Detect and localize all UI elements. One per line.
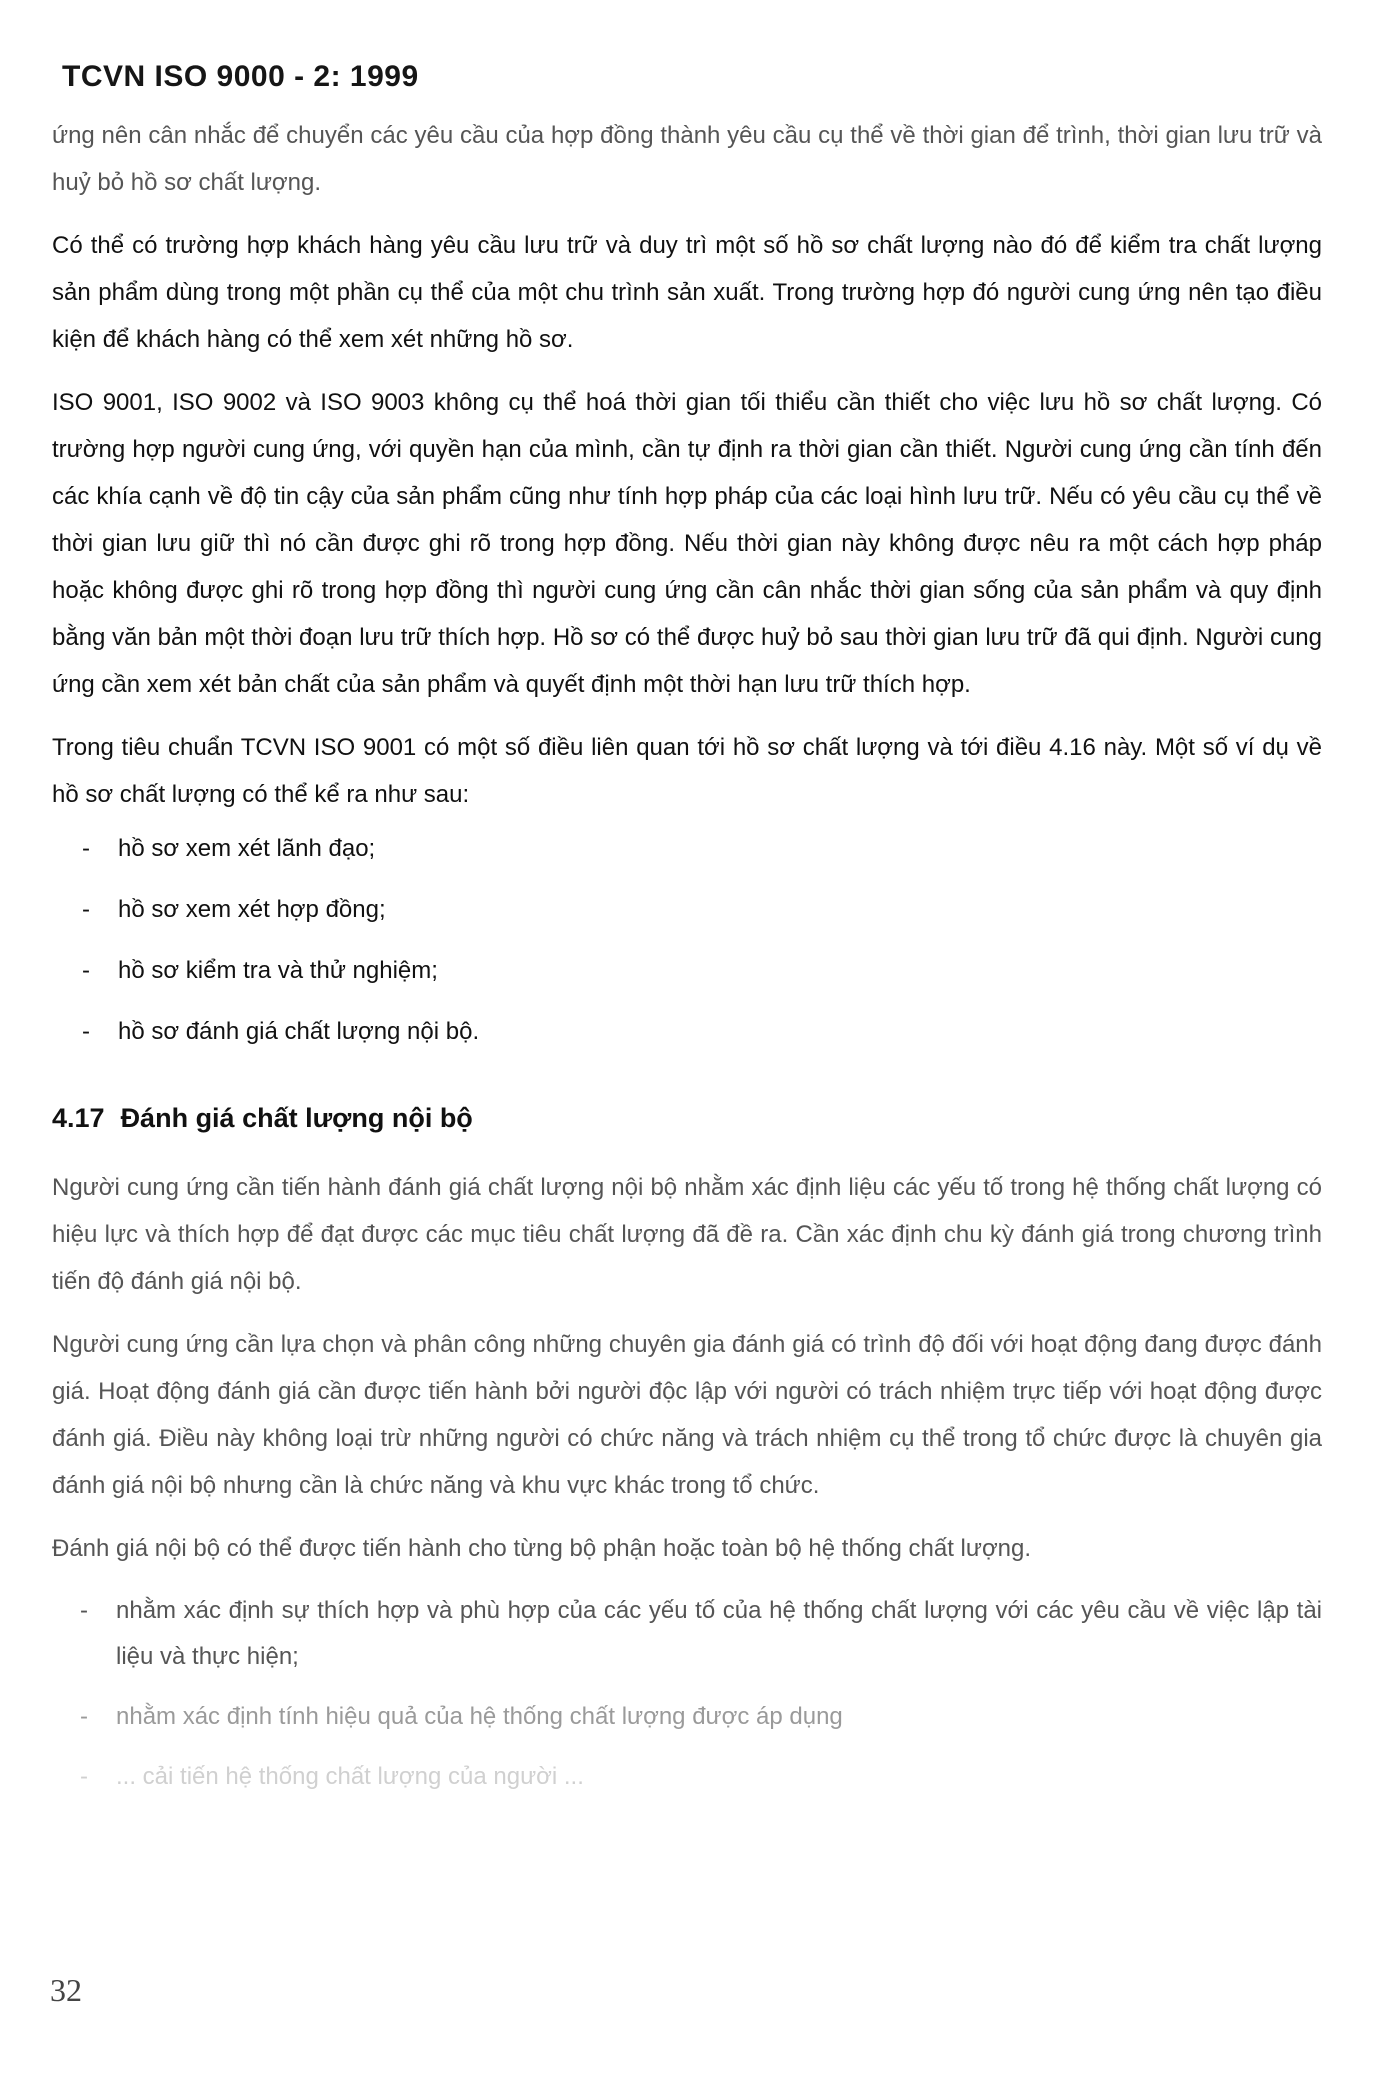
list-item: - ... cải tiến hệ thống chất lượng của người ... xyxy=(80,1754,1322,1800)
list-item: - nhằm xác định tính hiệu quả của hệ thống chất lượng được áp dụng xyxy=(80,1694,1322,1740)
paragraph-auditor-selection: Người cung ứng cần lựa chọn và phân công những chuyên gia đánh giá có trình độ đối với hoạt động đang được đánh giá. Hoạt động đánh giá cần được tiến hành bởi người độc lập với người có trách nhiệm trực tiếp với hoạt động được đánh giá. Điều này không loại trừ những người có chức năng và trách nhiệm cụ thể trong tổ chức được là chuyên gia đánh giá nội bộ nhưng cần là chức năng và khu vực khác trong tổ chức. xyxy=(52,1331,1322,1499)
list-item: - hồ sơ xem xét lãnh đạo; xyxy=(82,835,376,862)
dash-marker: - xyxy=(82,835,90,862)
document-header: TCVN ISO 9000 - 2: 1999 xyxy=(62,60,419,93)
paragraph-retention-intro: ứng nên cân nhắc để chuyển các yêu cầu của hợp đồng thành yêu cầu cụ thể về thời gian để trình, thời gian lưu trữ và huỷ bỏ hồ sơ chất lượng. xyxy=(52,122,1322,196)
dash-marker: - xyxy=(82,1018,90,1045)
list-item: - hồ sơ xem xét hợp đồng; xyxy=(82,896,386,923)
paragraph-internal-audit: Người cung ứng cần tiến hành đánh giá chất lượng nội bộ nhằm xác định liệu các yếu tố trong hệ thống chất lượng có hiệu lực và thích hợp để đạt được các mục tiêu chất lượng đã đề ra. Cần xác định chu kỳ đánh giá trong chương trình tiến độ đánh giá nội bộ. xyxy=(52,1174,1322,1295)
list-item: - hồ sơ kiểm tra và thử nghiệm; xyxy=(82,957,438,984)
paragraph-examples-intro: Trong tiêu chuẩn TCVN ISO 9001 có một số điều liên quan tới hồ sơ chất lượng và tới điều 4.16 này. Một số ví dụ về hồ sơ chất lượng có thể kể ra như sau: xyxy=(52,734,1322,808)
list-item: - nhằm xác định sự thích hợp và phù hợp của các yếu tố của hệ thống chất lượng với các yêu cầu về việc lập tài liệu và thực hiện; xyxy=(80,1588,1322,1680)
paragraph-audit-scope: Đánh giá nội bộ có thể được tiến hành cho từng bộ phận hoặc toàn bộ hệ thống chất lượng. xyxy=(52,1535,1032,1562)
audit-purpose-list xyxy=(52,1588,1322,1800)
dash-marker: - xyxy=(80,1597,88,1624)
paragraph-customer-records: Có thể có trường hợp khách hàng yêu cầu lưu trữ và duy trì một số hồ sơ chất lượng nào đó để kiểm tra chất lượng sản phẩm dùng trong một phần cụ thể của một chu trình sản xuất. Trong trường hợp đó người cung ứng nên tạo điều kiện để khách hàng có thể xem xét những hồ sơ. xyxy=(52,232,1322,353)
section-heading xyxy=(52,1103,1322,1134)
dash-marker: - xyxy=(82,957,90,984)
dash-marker: - xyxy=(82,896,90,923)
dash-marker: - xyxy=(80,1763,88,1790)
document-page xyxy=(52,60,1322,1814)
quality-records-list xyxy=(52,834,1322,1047)
list-item: - hồ sơ đánh giá chất lượng nội bộ. xyxy=(82,1018,480,1045)
page-number: 32 xyxy=(50,1972,82,2008)
paragraph-iso-retention: ISO 9001, ISO 9002 và ISO 9003 không cụ thể hoá thời gian tối thiểu cần thiết cho việc lưu hồ sơ chất lượng. Có trường hợp người cung ứng, với quyền hạn của mình, cần tự định ra thời gian cần thiết. Người cung ứng cần tính đến các khía cạnh về độ tin cậy của sản phẩm cũng như tính hợp pháp của các loại hình lưu trữ. Nếu có yêu cầu cụ thể về thời gian lưu giữ thì nó cần được ghi rõ trong hợp đồng. Nếu thời gian này không được nêu ra một cách hợp pháp hoặc không được ghi rõ trong hợp đồng thì người cung ứng cần cân nhắc thời gian sống của sản phẩm và quy định bằng văn bản một thời đoạn lưu trữ thích hợp. Hồ sơ có thể được huỷ bỏ sau thời gian lưu trữ đã qui định. Người cung ứng cần xem xét bản chất của sản phẩm và quyết định một thời hạn lưu trữ thích hợp. xyxy=(52,389,1322,698)
dash-marker: - xyxy=(80,1703,88,1730)
section-title: Đánh giá chất lượng nội bộ xyxy=(120,1103,473,1133)
section-number: 4.17 xyxy=(52,1103,105,1133)
